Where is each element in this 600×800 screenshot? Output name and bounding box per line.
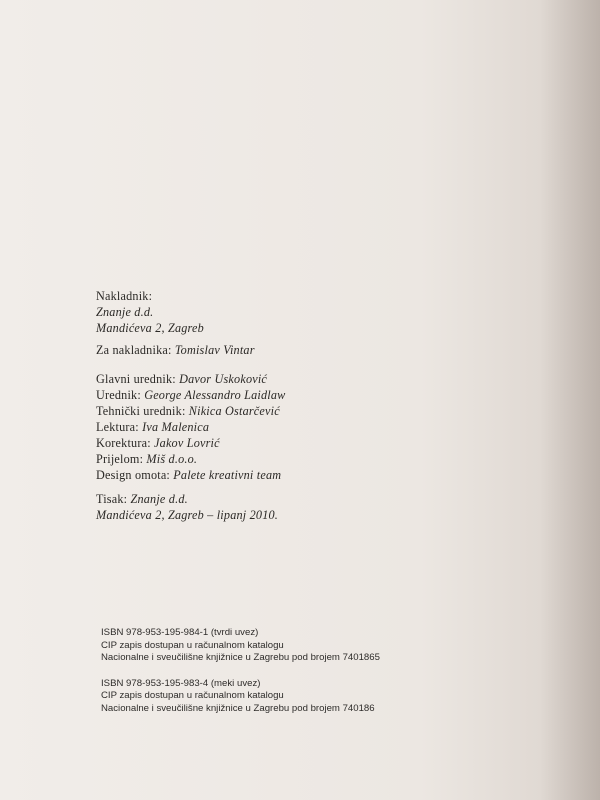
staff-line-proofreader	[96, 435, 496, 451]
printing-label: Tisak:	[96, 492, 128, 506]
isbn-paperback: ISBN 978-953-195-983-4 (meki uvez)	[101, 677, 261, 689]
staff-line-technical-editor	[96, 403, 496, 419]
staff-line-layout	[96, 451, 496, 467]
staff-label: Lektura:	[96, 420, 139, 434]
staff-line-cover-design	[96, 467, 496, 483]
imprint-block	[96, 288, 496, 523]
for-publisher-line	[96, 342, 496, 358]
cip-line: CIP zapis dostupan u računalnom katalogu	[101, 690, 284, 701]
isbn-hardcover: ISBN 978-953-195-984-1 (tvrdi uvez)	[101, 627, 259, 638]
staff-line-language-editor	[96, 419, 496, 435]
publisher-name: Znanje d.d.	[96, 305, 154, 319]
staff-label: Tehnički urednik:	[96, 404, 186, 418]
publisher-address: Mandićeva 2, Zagreb	[96, 321, 204, 335]
staff-label: Glavni urednik:	[96, 372, 176, 386]
staff-value: Iva Malenica	[142, 420, 210, 434]
page-edge-shadow	[540, 0, 600, 800]
staff-value: Davor Uskoković	[179, 372, 268, 386]
staff-label: Korektura:	[96, 436, 151, 450]
printing-address-date: Mandićeva 2, Zagreb – lipanj 2010.	[96, 508, 279, 522]
staff-label: Urednik:	[96, 388, 141, 402]
staff-value: Nikica Ostarčević	[188, 404, 280, 418]
printing-line	[96, 491, 496, 507]
cip-line: CIP zapis dostupan u računalnom katalogu	[101, 639, 284, 651]
for-publisher-label: Za nakladnika:	[96, 343, 172, 357]
staff-value: Jakov Lovrić	[154, 436, 220, 450]
publisher-label: Nakladnik:	[96, 289, 153, 303]
staff-line-editor	[96, 387, 496, 403]
staff-value: George Alessandro Laidlaw	[144, 388, 286, 402]
for-publisher-value: Tomislav Vintar	[174, 343, 255, 357]
staff-label: Design omota:	[96, 468, 171, 482]
staff-line-chief-editor	[96, 371, 496, 387]
staff-value: Palete kreativni team	[173, 468, 282, 482]
cip-line: Nacionalne i sveučilišne knjižnice u Zagrebu pod brojem 7401865	[101, 652, 380, 663]
cip-line: Nacionalne i sveučilišne knjižnice u Zagrebu pod brojem 740186	[101, 702, 375, 714]
printing-value: Znanje d.d.	[130, 492, 188, 506]
staff-value: Miš d.o.o.	[146, 452, 198, 466]
cip-block	[101, 627, 501, 715]
staff-label: Prijelom:	[96, 452, 144, 466]
